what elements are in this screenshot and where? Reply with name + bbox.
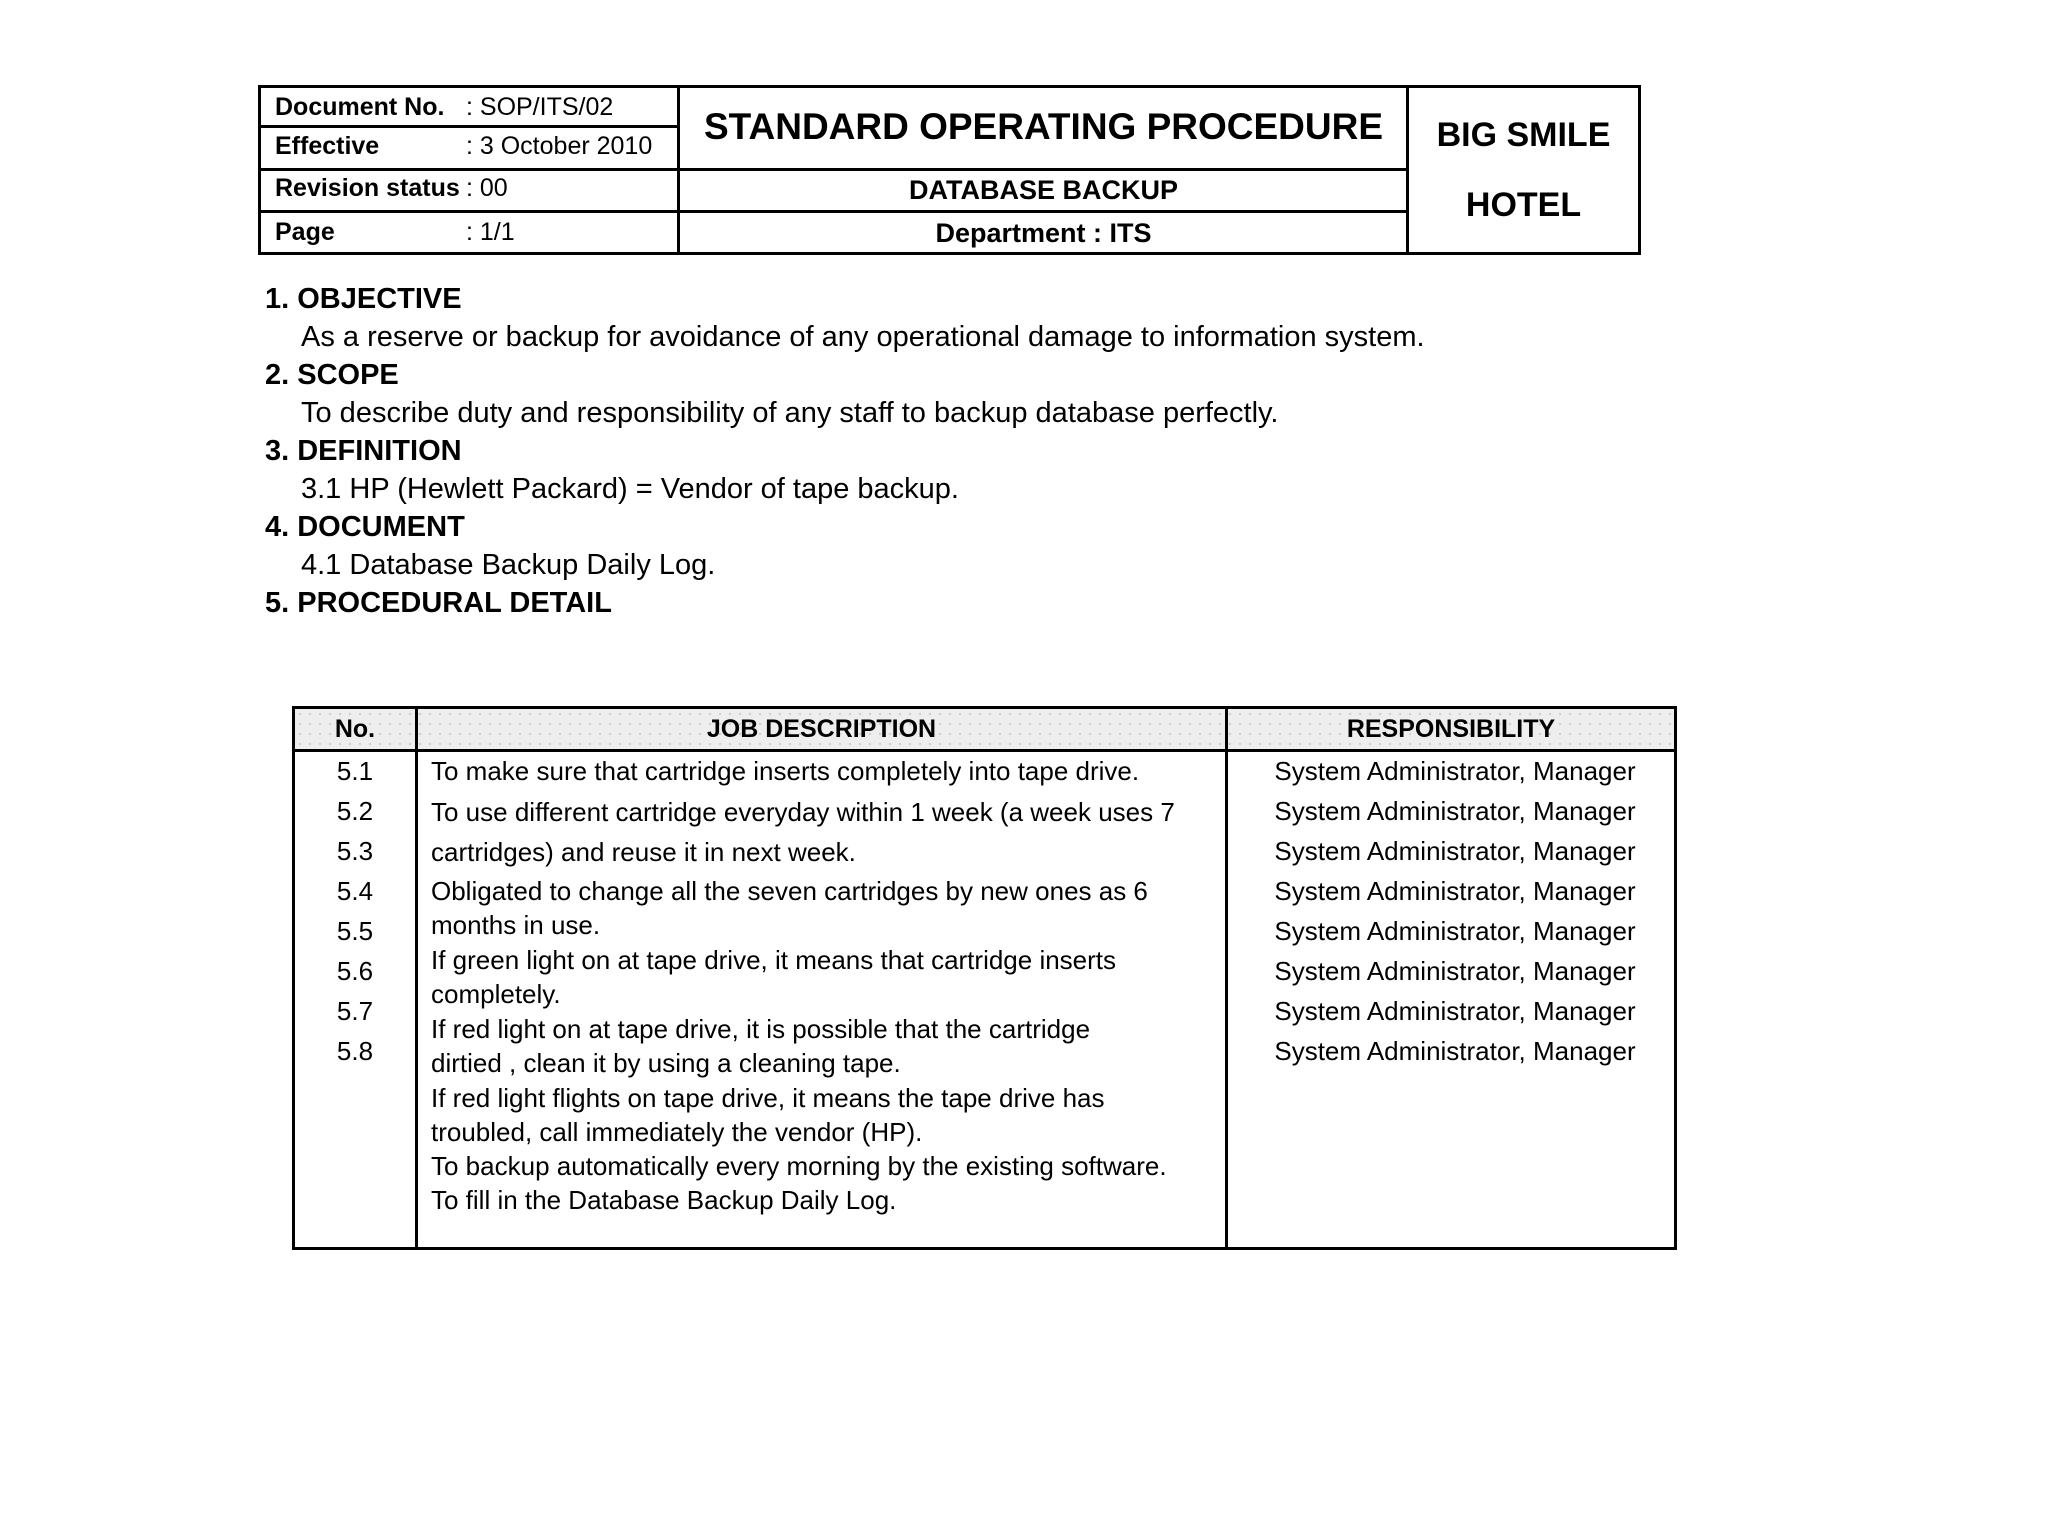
row-number: 5.6 xyxy=(336,956,374,986)
brand-line-1: BIG SMILE xyxy=(1436,116,1611,154)
job-description-line: completely. xyxy=(431,979,561,1009)
row-number: 5.7 xyxy=(336,996,374,1026)
section-scope-body: To describe duty and responsibility of any staff to backup database perfectly. xyxy=(301,397,1279,429)
effective-value: : 3 October 2010 xyxy=(466,132,653,160)
effective-label: Effective xyxy=(275,132,380,160)
column-header-responsibility: RESPONSIBILITY xyxy=(1346,715,1556,743)
section-definition-title: 3. DEFINITION xyxy=(265,435,462,467)
job-description-line: dirtied , clean it by using a cleaning tape. xyxy=(431,1048,901,1078)
job-description-line: To fill in the Database Backup Daily Log. xyxy=(431,1185,897,1215)
header-divider xyxy=(261,210,1406,213)
row-number: 5.1 xyxy=(336,756,374,786)
job-description-line: cartridges) and reuse it in next week. xyxy=(431,837,856,867)
responsibility-cell: System Administrator, Manager xyxy=(1274,1036,1636,1066)
column-header-no: No. xyxy=(334,715,376,743)
responsibility-cell: System Administrator, Manager xyxy=(1274,756,1636,786)
header-divider xyxy=(261,168,1406,171)
table-header-divider xyxy=(295,749,1674,752)
job-description-line: Obligated to change all the seven cartridges by new ones as 6 xyxy=(431,876,1148,906)
page-value: : 1/1 xyxy=(466,218,515,246)
section-objective-title: 1. OBJECTIVE xyxy=(265,283,462,315)
procedure-table xyxy=(292,706,1677,1250)
section-document-body: 4.1 Database Backup Daily Log. xyxy=(301,549,716,581)
job-description-line: To make sure that cartridge inserts completely into tape drive. xyxy=(431,756,1140,786)
section-procedural-title: 5. PROCEDURAL DETAIL xyxy=(265,587,612,619)
job-description-line: months in use. xyxy=(431,910,601,940)
document-subtitle: DATABASE BACKUP xyxy=(909,175,1178,205)
responsibility-cell: System Administrator, Manager xyxy=(1274,916,1636,946)
section-scope-title: 2. SCOPE xyxy=(265,359,399,391)
job-description-line: troubled, call immediately the vendor (HP). xyxy=(431,1117,923,1147)
section-document-title: 4. DOCUMENT xyxy=(265,511,465,543)
document-title: STANDARD OPERATING PROCEDURE xyxy=(703,106,1384,147)
responsibility-cell: System Administrator, Manager xyxy=(1274,996,1636,1026)
row-number: 5.2 xyxy=(336,796,374,826)
document-no-label: Document No. xyxy=(275,93,445,121)
column-header-job-description: JOB DESCRIPTION xyxy=(706,715,937,743)
header-divider xyxy=(261,125,677,128)
job-description-line: If red light flights on tape drive, it means the tape drive has xyxy=(431,1083,1105,1113)
document-no-value: : SOP/ITS/02 xyxy=(466,93,614,121)
responsibility-cell: System Administrator, Manager xyxy=(1274,836,1636,866)
hotel-brand xyxy=(1409,88,1638,252)
job-description-line: If red light on at tape drive, it is possible that the cartridge xyxy=(431,1014,1091,1044)
row-number: 5.4 xyxy=(336,876,374,906)
table-column-divider xyxy=(415,709,418,1247)
section-objective-body: As a reserve or backup for avoidance of any operational damage to information system. xyxy=(301,321,1425,353)
row-number: 5.8 xyxy=(336,1036,374,1066)
row-number: 5.5 xyxy=(336,916,374,946)
job-description-line: To backup automatically every morning by the existing software. xyxy=(431,1151,1167,1181)
page-label: Page xyxy=(275,218,335,246)
responsibility-cell: System Administrator, Manager xyxy=(1274,956,1636,986)
row-number: 5.3 xyxy=(336,836,374,866)
brand-line-2: HOTEL xyxy=(1465,186,1582,224)
revision-status-label: Revision status xyxy=(275,174,460,202)
responsibility-cell: System Administrator, Manager xyxy=(1274,796,1636,826)
section-definition-body: 3.1 HP (Hewlett Packard) = Vendor of tape backup. xyxy=(301,473,959,505)
revision-status-value: : 00 xyxy=(466,174,508,202)
table-column-divider xyxy=(1225,709,1228,1247)
department: Department : ITS xyxy=(935,218,1152,248)
document-header xyxy=(258,85,1641,255)
job-description-line: To use different cartridge everyday within 1 week (a week uses 7 xyxy=(431,797,1175,827)
responsibility-cell: System Administrator, Manager xyxy=(1274,876,1636,906)
job-description-line: If green light on at tape drive, it means that cartridge inserts xyxy=(431,945,1117,975)
